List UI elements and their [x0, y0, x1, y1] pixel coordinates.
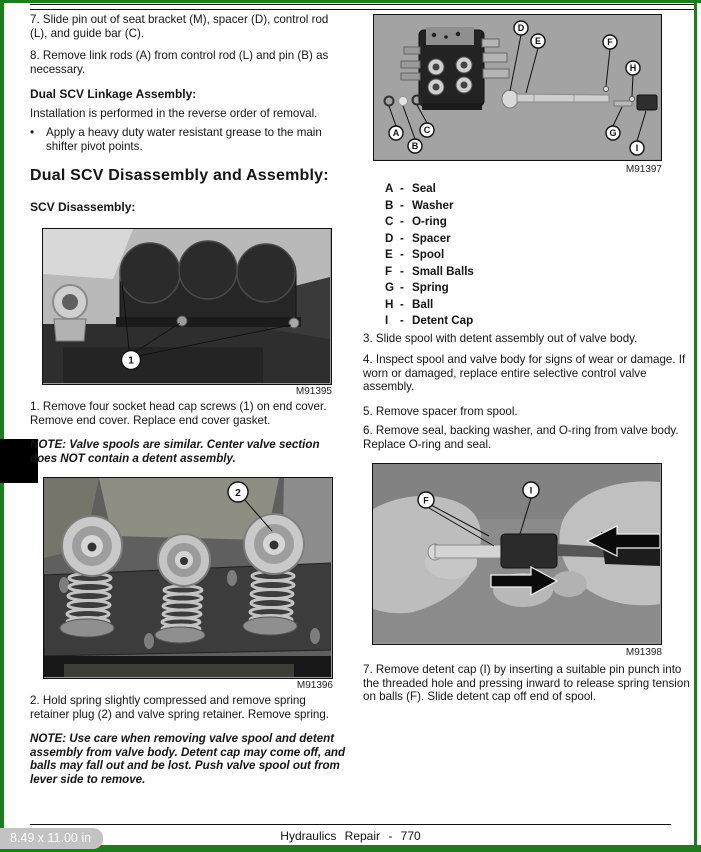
callout-i-label: I [635, 143, 639, 154]
legend-item-spring [385, 281, 685, 298]
legend-label: O-ring [412, 215, 447, 228]
step-2-paragraph: 2. Hold spring slightly compressed and remove spring retainer plug (2) and valve spring retainer. Remove spring. [30, 694, 330, 721]
legend-letter: E [385, 248, 393, 261]
caption-m91397: M91397 [625, 164, 662, 175]
callout-h-label: H [629, 63, 637, 74]
legend-separator: - [400, 281, 404, 294]
callout-c-label: C [423, 125, 431, 136]
legend-separator: - [400, 215, 404, 228]
legend-label: Ball [412, 297, 434, 311]
legend-letter: I [385, 314, 389, 327]
legend-separator: - [400, 248, 404, 261]
legend-label: Spring [412, 281, 449, 294]
step-1-paragraph: 1. Remove four socket head cap screws (1) on end cover. Remove end cover. Replace end cover gasket. [30, 400, 327, 427]
callout-d-label: D [517, 23, 525, 34]
legend-separator: - [400, 182, 404, 195]
legend-label: Washer [412, 198, 454, 212]
heading-scv-disassembly: SCV Disassembly: [30, 200, 136, 214]
legend-item-ball [385, 298, 685, 315]
legend-item-seal [385, 182, 685, 199]
step-3-paragraph: 3. Slide spool with detent assembly out of valve body. [363, 332, 638, 345]
page-border-left [0, 0, 4, 852]
legend-separator: - [400, 198, 404, 212]
parts-legend [385, 182, 685, 331]
callout-1-label: 1 [128, 355, 134, 367]
callout-e-label: E [534, 36, 542, 47]
legend-letter: B [385, 198, 394, 212]
step-8-paragraph: 8. Remove link rods (A) from control rod (L) and pin (B) as necessary. [30, 49, 329, 76]
callout-a-label: A [392, 128, 400, 139]
legend-letter: G [385, 281, 395, 294]
caption-m91398: M91398 [625, 647, 662, 658]
legend-letter: F [385, 264, 393, 278]
legend-label: Spool [412, 248, 445, 261]
page-border-bottom [0, 845, 701, 852]
legend-item-o-ring [385, 215, 685, 232]
caption-m91395: M91395 [295, 386, 332, 397]
bullet-icon: • [30, 126, 35, 139]
figure-m91395 [42, 228, 332, 385]
legend-item-detent-cap [385, 314, 685, 331]
callout-b-label: B [411, 141, 419, 152]
figure-m91396 [43, 477, 333, 679]
grease-bullet-text: Apply a heavy duty water resistant grease to the main shifter pivot points. [46, 126, 322, 153]
callout-f-label: F [423, 495, 429, 506]
heading-dual-scv-disassembly: Dual SCV Disassembly and Assembly: [30, 167, 329, 184]
legend-label: Spacer [412, 231, 451, 245]
callout-i-label: I [529, 485, 533, 496]
legend-letter: C [385, 215, 394, 228]
step-6-paragraph: 6. Remove seal, backing washer, and O-ring from valve body. Replace O-ring and seal. [363, 424, 679, 451]
page-size-badge: 8.49 x 11.00 in [0, 828, 103, 849]
step-5-paragraph: 5. Remove spacer from spool. [363, 405, 518, 418]
detent-cap-photo [373, 464, 660, 643]
legend-letter: H [385, 297, 394, 311]
legend-item-small-balls [385, 265, 685, 282]
legend-separator: - [400, 314, 404, 327]
legend-letter: D [385, 231, 394, 245]
legend-label: Small Balls [412, 264, 474, 278]
legend-item-spacer [385, 232, 685, 249]
caption-m91396: M91396 [296, 680, 333, 691]
step-7-right-paragraph: 7. Remove detent cap (I) by inserting a suitable pin punch into the threaded hole and pressing inward to release spring tension on balls (F). Slide detent cap off end of spool. [363, 663, 690, 704]
step-7-paragraph: 7. Slide pin out of seat bracket (M), spacer (D), control rod (L), and guide bar (C). [30, 13, 329, 40]
legend-separator: - [400, 231, 404, 245]
legend-item-spool [385, 248, 685, 265]
valve-parts-photo [374, 15, 660, 159]
callout-2-label: 2 [235, 488, 241, 499]
legend-separator: - [400, 297, 404, 311]
note-valve-spools: NOTE: Valve spools are similar. Center valve section does NOT contain a detent assembly. [30, 438, 320, 465]
grease-bullet [30, 126, 347, 153]
figure-m91397 [373, 14, 662, 161]
end-cover-photo [43, 229, 330, 383]
callout-f-label: F [607, 37, 613, 48]
figure-m91398 [372, 463, 662, 645]
installation-paragraph: Installation is performed in the reverse order of removal. [30, 107, 318, 120]
heading-dual-scv-linkage: Dual SCV Linkage Assembly: [30, 87, 197, 101]
header-double-rule [30, 4, 694, 10]
legend-item-washer [385, 199, 685, 216]
callout-g-label: G [609, 128, 617, 139]
springs-photo [44, 478, 331, 677]
step-4-paragraph: 4. Inspect spool and valve body for signs of wear or damage. If worn or damaged, replace entire selective control valve assembly. [363, 353, 686, 394]
legend-label: Seal [412, 182, 436, 195]
legend-label: Detent Cap [412, 314, 474, 327]
legend-separator: - [400, 264, 404, 278]
footer-page-title: Hydraulics Repair - 770 [280, 829, 421, 843]
legend-letter: A [385, 182, 394, 195]
note-use-care: NOTE: Use care when removing valve spool and detent assembly from valve body. Detent cap may come off, and balls may fall out and be lost. Push valve spool out from lever side to remove. [30, 732, 346, 786]
footer-rule [30, 824, 671, 825]
